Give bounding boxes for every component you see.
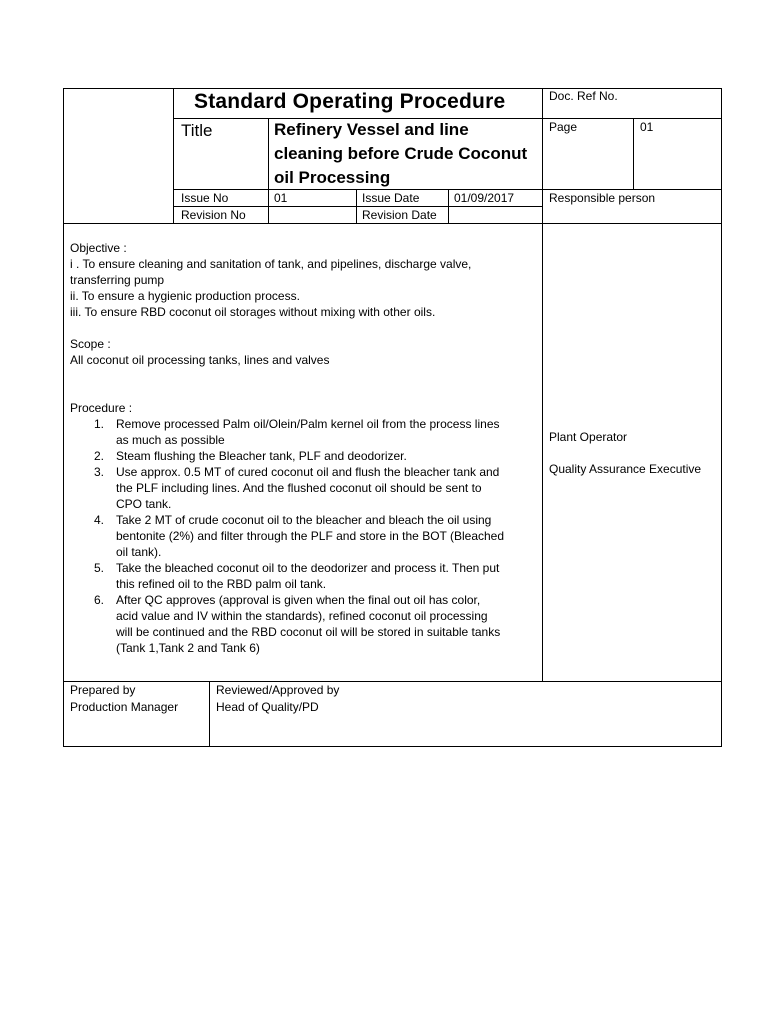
- issue-divider-1: [356, 189, 357, 223]
- reviewed-by-value: Head of Quality/PD: [216, 700, 319, 714]
- issue-no-label: Issue No: [181, 191, 229, 205]
- sop-body: [70, 240, 540, 656]
- issue-divider-2: [448, 189, 449, 223]
- objective-item: iii. To ensure RBD coconut oil storages without mixing with other oils.: [70, 305, 436, 319]
- step-number: 1.: [94, 417, 105, 431]
- responsible-person-2: Quality Assurance Executive: [549, 462, 702, 476]
- table-border-bottom: [63, 746, 722, 747]
- step-line: After QC approves (approval is given when the final out oil has color,: [116, 593, 481, 607]
- title-label-divider: [268, 118, 269, 223]
- step-number: 5.: [94, 561, 105, 575]
- revision-date-label: Revision Date: [362, 208, 437, 222]
- step-line: Take the bleached coconut oil to the deodorizer and process it. Then put: [116, 561, 500, 575]
- doc-ref-label: Doc. Ref No.: [549, 89, 618, 103]
- step-line: oil tank).: [116, 545, 162, 559]
- step-line: Remove processed Palm oil/Olein/Palm kernel oil from the process lines: [116, 417, 500, 431]
- scope-label: Scope :: [70, 337, 111, 351]
- table-border-top: [63, 88, 722, 89]
- objective-item: ii. To ensure a hygienic production process.: [70, 289, 300, 303]
- header-bottom: [63, 223, 722, 224]
- step-line: will be continued and the RBD coconut oil will be stored in suitable tanks: [116, 625, 501, 639]
- table-border-right: [721, 88, 722, 746]
- step-number: 2.: [94, 449, 105, 463]
- header-right-divider: [542, 88, 543, 682]
- header-logo-divider: [173, 88, 174, 223]
- step-line: this refined oil to the RBD palm oil tank.: [116, 577, 327, 591]
- footer-top: [63, 681, 722, 682]
- procedure-steps: [70, 416, 540, 656]
- objective-label: Objective :: [70, 241, 127, 255]
- responsible-person-1: Plant Operator: [549, 430, 628, 444]
- page-label: Page: [549, 120, 578, 134]
- step-line: Take 2 MT of crude coconut oil to the bleacher and bleach the oil using: [116, 513, 492, 527]
- procedure-label: Procedure :: [70, 401, 133, 415]
- issue-date-label: Issue Date: [362, 191, 420, 205]
- step-line: acid value and IV within the standards), refined coconut oil processing: [116, 609, 488, 623]
- prepared-by-label: Prepared by: [70, 683, 136, 697]
- page-title: Standard Operating Procedure: [194, 90, 506, 113]
- procedure-step: [70, 560, 540, 592]
- objective-item: transferring pump: [70, 273, 165, 287]
- page-value: 01: [640, 120, 654, 134]
- reviewed-by-label: Reviewed/Approved by: [216, 683, 340, 697]
- procedure-step: [70, 592, 540, 656]
- scope-text: All coconut oil processing tanks, lines and valves: [70, 353, 330, 367]
- page-divider: [633, 118, 634, 189]
- revision-no-label: Revision No: [181, 208, 246, 222]
- procedure-step: [70, 512, 540, 560]
- prepared-by-value: Production Manager: [70, 700, 179, 714]
- procedure-step: [70, 448, 540, 464]
- procedure-step: [70, 464, 540, 512]
- step-number: 6.: [94, 593, 105, 607]
- step-number: 4.: [94, 513, 105, 527]
- step-line: Use approx. 0.5 MT of cured coconut oil and flush the bleacher tank and: [116, 465, 500, 479]
- responsible-person-label: Responsible person: [549, 191, 656, 205]
- step-line: bentonite (2%) and filter through the PLF and store in the BOT (Bleached: [116, 529, 505, 543]
- step-line: as much as possible: [116, 433, 225, 447]
- step-line: the PLF including lines. And the flushed coconut oil should be sent to: [116, 481, 482, 495]
- issue-no-value: 01: [274, 191, 288, 205]
- step-line: CPO tank.: [116, 497, 172, 511]
- issue-date-value: 01/09/2017: [454, 191, 515, 205]
- procedure-step: [70, 416, 540, 448]
- step-number: 3.: [94, 465, 105, 479]
- table-border-left: [63, 88, 64, 746]
- step-line: Steam flushing the Bleacher tank, PLF and deodorizer.: [116, 449, 407, 463]
- title-label: Title: [181, 121, 213, 140]
- footer-divider: [209, 681, 210, 746]
- objective-item: i . To ensure cleaning and sanitation of tank, and pipelines, discharge valve,: [70, 257, 472, 271]
- step-line: (Tank 1,Tank 2 and Tank 6): [116, 641, 260, 655]
- title-value: Refinery Vessel and line cleaning before Crude Coconut oil Processing: [274, 120, 528, 187]
